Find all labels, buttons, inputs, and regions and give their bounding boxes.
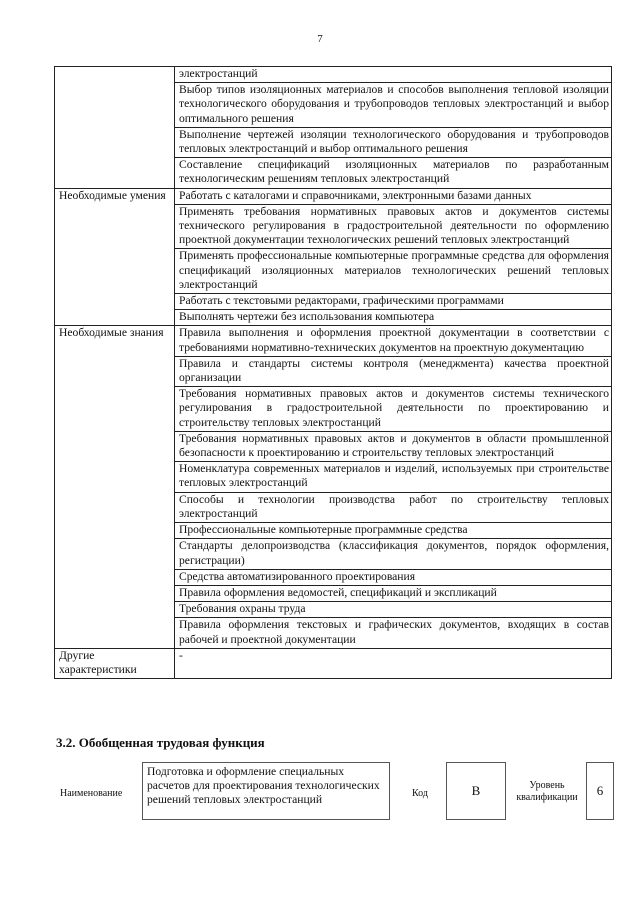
requirement-cell: - xyxy=(175,648,612,678)
table-row xyxy=(55,188,612,204)
requirement-cell: Средства автоматизированного проектирования xyxy=(175,569,612,585)
page-number: 7 xyxy=(317,33,323,45)
requirement-cell: Правила оформления ведомостей, спецификаций и экспликаций xyxy=(175,585,612,601)
requirement-cell: Работать с каталогами и справочниками, электронными базами данных xyxy=(175,188,612,204)
row-group-label xyxy=(55,67,175,189)
requirement-cell: Выполнение чертежей изоляции технологического оборудования и трубопроводов тепловых электростанций и выбор оптимального решения xyxy=(175,127,612,157)
requirement-cell: Способы и технологии производства работ по строительству тепловых электростанций xyxy=(175,492,612,522)
requirement-cell: Работать с текстовыми редакторами, графическими программами xyxy=(175,294,612,310)
requirement-cell: Стандарты делопроизводства (классификация документов, порядок оформления, регистрации) xyxy=(175,539,612,569)
requirement-cell: Выбор типов изоляционных материалов и способов выполнения тепловой изоляции технологического оборудования и трубопроводов тепловых электростанций и выбор оптимального решения xyxy=(175,83,612,128)
code-value-box: В xyxy=(446,762,506,820)
requirement-cell: Составление спецификаций изоляционных материалов по разработанным технологическим решениям тепловых электростанций xyxy=(175,158,612,188)
row-group-label: Другие характеристики xyxy=(55,648,175,678)
row-group-label: Необходимые умения xyxy=(55,188,175,326)
requirement-cell: электростанций xyxy=(175,67,612,83)
requirement-cell: Требования нормативных правовых актов и документов в области промышленной безопасности к проектированию и строительству тепловых электростанций xyxy=(175,431,612,461)
requirement-cell: Правила выполнения и оформления проектной документации в соответствии с требованиями нормативно-технических документов на проектную документацию xyxy=(175,326,612,356)
competency-table xyxy=(54,66,612,679)
name-label: Наименование xyxy=(60,788,123,799)
table-row xyxy=(55,648,612,678)
requirement-cell: Требования охраны труда xyxy=(175,602,612,618)
requirement-cell: Правила и стандарты системы контроля (менеджмента) качества проектной организации xyxy=(175,356,612,386)
table-row xyxy=(55,67,612,83)
requirement-cell: Требования нормативных правовых актов и документов системы технического регулирования в градостроительной деятельности по проектированию и строительству тепловых электростанций xyxy=(175,387,612,432)
qualification-level-label: Уровень квалификации xyxy=(516,780,578,803)
qualification-level-box: 6 xyxy=(586,762,614,820)
requirement-cell: Выполнять чертежи без использования компьютера xyxy=(175,310,612,326)
name-value-box: Подготовка и оформление специальных расчетов для проектирования технологических решений тепловых электростанций xyxy=(142,762,390,820)
requirement-cell: Профессиональные компьютерные программные средства xyxy=(175,523,612,539)
requirement-cell: Применять требования нормативных правовых актов и документов системы технического регулирования в градостроительной деятельности по оформлению проектной документации технологических решений тепловых электростанций xyxy=(175,204,612,249)
code-label: Код xyxy=(412,788,428,799)
section-title: 3.2. Обобщенная трудовая функция xyxy=(56,735,265,750)
table-row xyxy=(55,326,612,356)
generalized-function-row xyxy=(54,762,614,824)
requirement-cell: Номенклатура современных материалов и изделий, используемых при строительстве тепловых электростанций xyxy=(175,462,612,492)
requirement-cell: Правила оформления текстовых и графических документов, входящих в состав рабочей и проектной документации xyxy=(175,618,612,648)
requirement-cell: Применять профессиональные компьютерные программные средства для оформления спецификаций изоляционных материалов технологических решений тепловых электростанций xyxy=(175,249,612,294)
row-group-label: Необходимые знания xyxy=(55,326,175,648)
